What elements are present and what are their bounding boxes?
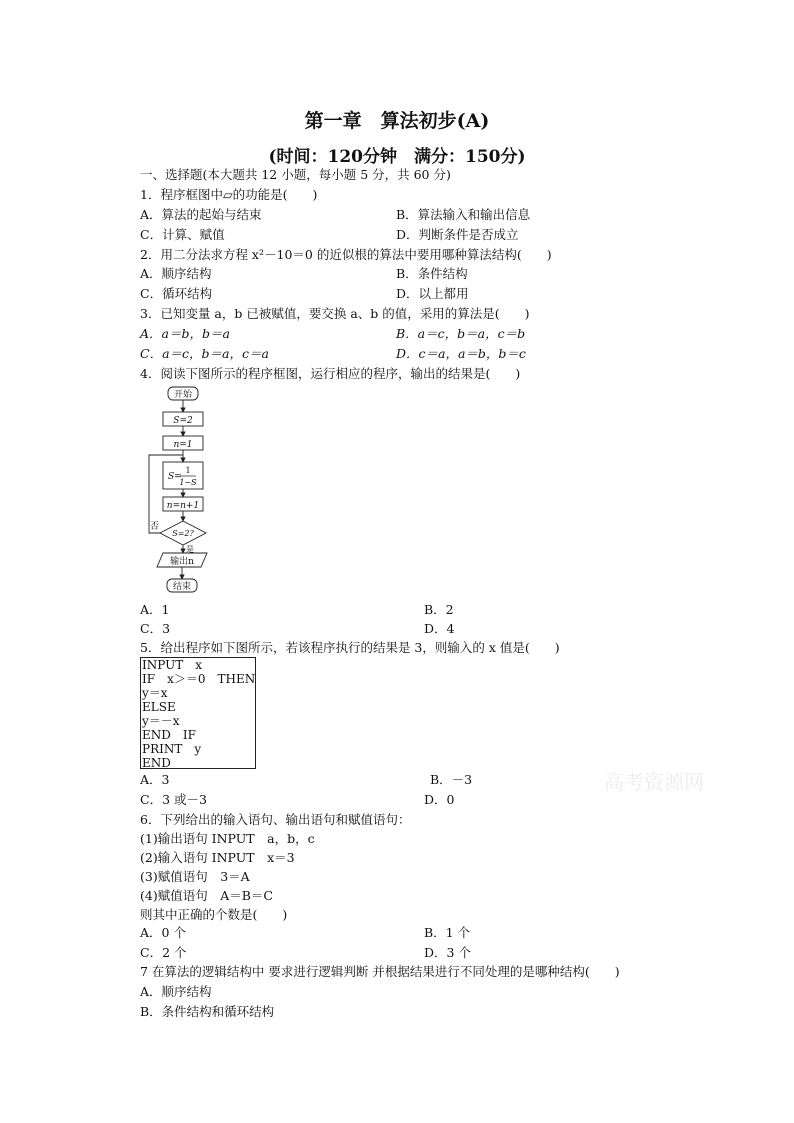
watermark: 高考资源网 [604, 770, 704, 794]
q5-option-b: B．－3 [430, 772, 473, 787]
flow-s-update-num: 1 [185, 466, 191, 475]
q4-flowchart [140, 384, 220, 598]
code-line: PRINT y [142, 742, 202, 756]
q2-option-a: A．顺序结构 [140, 266, 212, 281]
section-heading: 一、选择题(本大题共 12 小题，每小题 5 分，共 60 分) [140, 167, 451, 182]
q1-option-a: A．算法的起始与结束 [140, 207, 262, 222]
q5-option-a: A．3 [140, 772, 170, 787]
q3-option-d: D．c＝a，a＝b，b＝c [396, 346, 526, 361]
flow-s-update-lhs: S= [168, 472, 182, 482]
q4-option-c: C．3 [140, 621, 171, 636]
code-line: INPUT x [142, 658, 202, 672]
q5-option-c: C．3 或－3 [140, 792, 207, 807]
q6-question: 则其中正确的个数是( ) [140, 907, 288, 922]
q4-option-d: D．4 [424, 621, 455, 636]
q3-option-a: A．a＝b，b＝a [140, 326, 230, 341]
q6-option-d: D．3 个 [424, 945, 471, 960]
q6-statement-2: (2)输入语句 INPUT x＝3 [140, 850, 295, 865]
flow-n-inc-label: n=n+1 [166, 501, 200, 511]
q4-option-a: A．1 [140, 602, 170, 617]
code-line: y＝x [142, 686, 168, 700]
q4-stem: 4．阅读下图所示的程序框图，运行相应的程序，输出的结果是( ) [140, 366, 521, 381]
q7-option-b: B．条件结构和循环结构 [140, 1004, 275, 1019]
flow-yes-label: 是 [186, 545, 194, 554]
flow-s-update-den: 1−S [179, 478, 197, 487]
q7-stem: 7 在算法的逻辑结构中 要求进行逻辑判断 并根据结果进行不同处理的是哪种结构( ) [140, 964, 620, 979]
code-line: y＝－x [142, 714, 180, 728]
code-line: END IF [142, 728, 196, 742]
q7-option-a: A．顺序结构 [140, 984, 212, 999]
code-line: ELSE [142, 700, 176, 714]
q6-statement-1: (1)输出语句 INPUT a，b，c [140, 831, 315, 846]
q1-option-b: B．算法输入和输出信息 [396, 207, 531, 222]
q5-stem: 5．给出程序如下图所示，若该程序执行的结果是 3，则输入的 x 值是( ) [140, 640, 560, 655]
flow-n-init-label: n=1 [173, 440, 193, 450]
q1-option-d: D．判断条件是否成立 [396, 227, 519, 242]
code-line: END [142, 756, 171, 770]
q6-statement-3: (3)赋值语句 3＝A [140, 869, 250, 884]
q4-option-b: B．2 [424, 602, 454, 617]
q2-option-c: C．循环结构 [140, 286, 213, 301]
q3-stem: 3．已知变量 a，b 已被赋值，要交换 a、b 的值，采用的算法是( ) [140, 306, 530, 321]
q5-program-box [140, 657, 256, 769]
q2-option-b: B．条件结构 [396, 266, 468, 281]
q1-stem: 1．程序框图中▱的功能是( ) [140, 187, 318, 202]
q3-option-c: C．a＝c，b＝a，c＝a [140, 346, 269, 361]
page-title: 第一章 算法初步(A) [304, 110, 490, 132]
flow-end-label: 结束 [172, 582, 192, 592]
flow-no-label: 否 [150, 522, 160, 532]
flow-s-init-label: S=2 [173, 416, 193, 426]
q2-stem: 2．用二分法求方程 x²－10＝0 的近似根的算法中要用哪种算法结构( ) [140, 247, 552, 262]
code-line: IF x＞＝0 THEN [142, 672, 256, 686]
q3-option-b: B．a＝c，b＝a，c＝b [396, 326, 526, 341]
q5-option-d: D．0 [424, 792, 455, 807]
q6-stem: 6．下列给出的输入语句、输出语句和赋值语句： [140, 812, 411, 827]
q6-option-b: B．1 个 [424, 925, 471, 940]
q2-option-d: D．以上都用 [396, 286, 469, 301]
q6-option-c: C．2 个 [140, 945, 187, 960]
flow-start-label: 开始 [173, 390, 193, 400]
q6-statement-4: (4)赋值语句 A＝B＝C [140, 888, 273, 903]
flow-decision-label: S=2? [172, 529, 194, 538]
flow-output-label: 输出n [170, 557, 194, 567]
q1-option-c: C．计算、赋值 [140, 227, 225, 242]
exam-info: (时间：120分钟 满分：150分) [268, 147, 526, 167]
q6-option-a: A．0 个 [140, 925, 186, 940]
